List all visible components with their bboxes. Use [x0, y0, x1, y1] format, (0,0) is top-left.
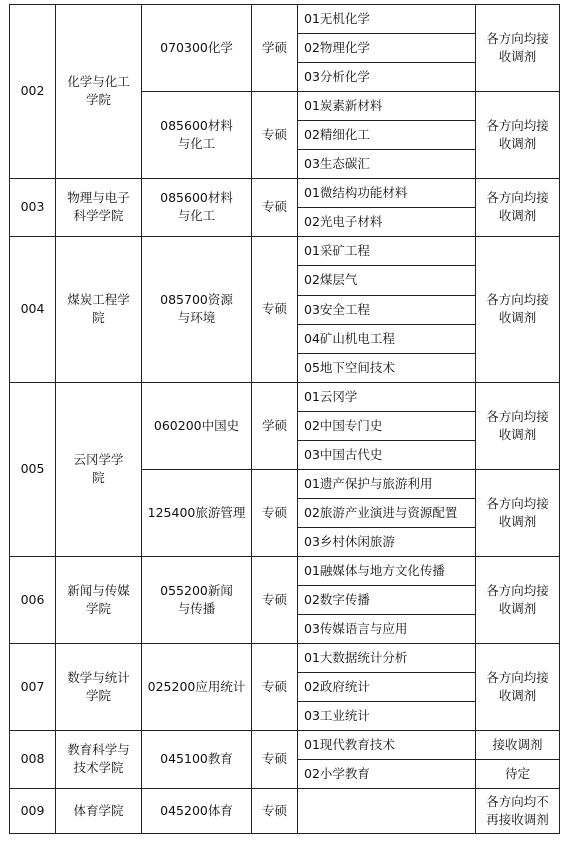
degree-type	[252, 730, 297, 788]
program-name	[142, 788, 251, 833]
direction-cell	[298, 324, 475, 353]
direction-cell-text: 01现代教育技术	[304, 736, 395, 752]
degree-type	[252, 788, 297, 833]
college-border	[9, 833, 560, 834]
direction-cell-text: 01无机化学	[304, 10, 370, 26]
degree-type	[252, 469, 297, 556]
program-name	[142, 91, 251, 178]
program-name	[142, 643, 251, 730]
direction-cell-text: 03中国古代史	[304, 446, 383, 462]
column-line	[251, 4, 252, 834]
adjustment-note	[476, 382, 559, 469]
direction-cell	[298, 295, 475, 324]
program-name-text: 125400旅游管理	[147, 504, 246, 520]
column-line	[141, 4, 142, 834]
program-name-text: 045100教育	[160, 751, 233, 766]
direction-cell-text: 05地下空间技术	[304, 359, 395, 375]
degree-type-text: 专硕	[261, 199, 287, 214]
college-name-text: 体育学院	[73, 802, 124, 818]
college-code-text: 004	[20, 301, 45, 316]
adjustment-note-text: 各方向均接收调剂	[486, 495, 549, 529]
direction-cell-text: 03传媒语言与应用	[304, 620, 408, 636]
adjustment-note-text: 各方向均接收调剂	[486, 117, 549, 151]
adjustment-note-text: 各方向均接收调剂	[486, 408, 549, 442]
direction-cell	[298, 353, 475, 382]
degree-type	[252, 556, 297, 643]
college-code-text: 002	[20, 83, 45, 98]
program-name	[142, 382, 251, 469]
program-name-text: 085600材料与化工	[160, 117, 233, 151]
adjustment-note-text: 各方向均接收调剂	[486, 190, 549, 223]
column-line	[297, 4, 298, 834]
direction-cell	[298, 556, 475, 585]
college-code	[10, 643, 55, 730]
degree-type	[252, 382, 297, 469]
college-name	[56, 643, 141, 730]
direction-cell	[298, 149, 475, 178]
degree-type	[252, 4, 297, 91]
program-name-text: 085600材料与化工	[160, 190, 233, 223]
program-name	[142, 556, 251, 643]
direction-cell	[298, 33, 475, 62]
direction-cell	[298, 614, 475, 643]
college-name-text: 物理与电子科学学院	[67, 190, 130, 223]
college-code-text: 007	[20, 678, 45, 694]
college-code	[10, 178, 55, 236]
college-name	[56, 236, 141, 382]
degree-type	[252, 178, 297, 236]
adjustment-note	[476, 178, 559, 236]
direction-cell-text: 03生态碳汇	[304, 155, 370, 171]
direction-cell	[298, 672, 475, 701]
direction-cell-text: 03分析化学	[304, 68, 370, 84]
program-name	[142, 236, 251, 382]
college-name-text: 煤炭工程学院	[67, 292, 130, 325]
direction-cell	[298, 207, 475, 236]
college-name-text: 化学与化工学院	[67, 74, 130, 107]
direction-cell-text: 01云冈学	[304, 388, 358, 404]
college-code	[10, 556, 55, 643]
direction-cell-text: 03工业统计	[304, 707, 370, 723]
college-name	[56, 788, 141, 833]
direction-cell-text: 01遗产保护与旅游利用	[304, 475, 433, 491]
direction-cell	[298, 585, 475, 614]
direction-cell	[298, 469, 475, 498]
degree-type	[252, 643, 297, 730]
college-code-text: 003	[20, 199, 45, 214]
direction-note	[476, 759, 559, 788]
degree-type-text: 学硕	[261, 39, 287, 55]
direction-cell	[298, 4, 475, 33]
program-name-text: 060200中国史	[153, 417, 240, 433]
degree-type-text: 专硕	[261, 591, 287, 607]
degree-type	[252, 91, 297, 178]
direction-cell-text: 01大数据统计分析	[304, 649, 408, 665]
college-name	[56, 178, 141, 236]
program-name	[142, 730, 251, 788]
direction-cell-text: 01采矿工程	[304, 242, 370, 258]
direction-cell-text: 03乡村休闲旅游	[304, 533, 395, 549]
degree-type-text: 专硕	[261, 301, 287, 316]
degree-type	[252, 236, 297, 382]
program-name	[142, 469, 251, 556]
program-name	[142, 178, 251, 236]
adjustment-note	[476, 4, 559, 91]
degree-type-text: 专硕	[261, 126, 287, 142]
adjustment-note-text: 各方向均接收调剂	[486, 669, 549, 703]
college-name-text: 新闻与传媒学院	[67, 582, 130, 616]
college-code	[10, 730, 55, 788]
adjustment-note	[476, 236, 559, 382]
college-name-text: 数学与统计学院	[67, 669, 130, 703]
direction-cell	[298, 236, 475, 265]
college-code	[10, 4, 55, 178]
direction-cell	[298, 178, 475, 207]
direction-note	[476, 730, 559, 759]
direction-cell-text: 03安全工程	[304, 301, 370, 317]
direction-note-text: 接收调剂	[492, 736, 543, 752]
direction-cell-text: 02数字传播	[304, 591, 370, 607]
adjustment-note	[476, 556, 559, 643]
direction-cell-text: 02政府统计	[304, 678, 370, 694]
direction-cell	[298, 759, 475, 788]
direction-cell	[298, 498, 475, 527]
direction-note-text: 待定	[504, 765, 530, 781]
direction-cell	[298, 701, 475, 730]
column-line	[475, 4, 476, 834]
direction-cell-text: 01炭素新材料	[304, 97, 383, 113]
direction-cell	[298, 265, 475, 295]
direction-cell	[298, 788, 475, 833]
direction-cell	[298, 382, 475, 411]
adjustment-note	[476, 91, 559, 178]
direction-cell-text: 02小学教育	[304, 765, 370, 781]
direction-cell	[298, 730, 475, 759]
program-name	[142, 4, 251, 91]
college-name	[56, 730, 141, 788]
college-name-text: 云冈学学院	[73, 452, 124, 485]
degree-type-text: 专硕	[261, 678, 287, 694]
column-line	[9, 4, 10, 834]
direction-cell-text: 04矿山机电工程	[304, 330, 395, 346]
adjustment-note-text: 各方向均接收调剂	[486, 582, 549, 616]
adjustment-note-text: 各方向均不再接收调剂	[486, 793, 549, 827]
direction-cell	[298, 62, 475, 91]
direction-cell-text: 02旅游产业演进与资源配置	[304, 504, 458, 520]
direction-cell-text: 02煤层气	[304, 272, 358, 287]
adjustment-note-text: 各方向均接收调剂	[486, 292, 549, 325]
column-line	[559, 4, 560, 834]
adjustment-note-text: 各方向均接收调剂	[486, 30, 549, 64]
program-name-text: 070300化学	[160, 39, 233, 55]
college-code-text: 009	[20, 802, 45, 818]
direction-cell	[298, 411, 475, 440]
adjustment-note	[476, 643, 559, 730]
degree-type-text: 专硕	[261, 751, 287, 766]
direction-cell	[298, 440, 475, 469]
program-name-text: 055200新闻与传播	[160, 582, 233, 616]
program-name-text: 045200体育	[160, 802, 233, 818]
direction-cell-text: 01微结构功能材料	[304, 184, 408, 200]
college-code	[10, 788, 55, 833]
college-code	[10, 382, 55, 556]
degree-type-text: 专硕	[261, 504, 287, 520]
college-code-text: 005	[20, 461, 45, 476]
college-code-text: 008	[20, 751, 45, 766]
direction-cell	[298, 643, 475, 672]
college-name	[56, 4, 141, 178]
college-code-text: 006	[20, 591, 45, 607]
direction-cell-text: 02中国专门史	[304, 417, 383, 433]
adjustment-note	[476, 469, 559, 556]
direction-cell-text: 02物理化学	[304, 39, 370, 55]
college-code	[10, 236, 55, 382]
direction-cell	[298, 527, 475, 556]
degree-type-text: 专硕	[261, 802, 287, 818]
college-name	[56, 382, 141, 556]
direction-cell	[298, 120, 475, 149]
college-name	[56, 556, 141, 643]
adjustment-note	[476, 788, 559, 833]
direction-cell-text: 02精细化工	[304, 126, 370, 142]
program-name-text: 025200应用统计	[147, 678, 246, 694]
direction-cell	[298, 91, 475, 120]
program-name-text: 085700资源与环境	[160, 292, 233, 325]
direction-cell-text: 02光电子材料	[304, 213, 383, 229]
degree-type-text: 学硕	[261, 417, 287, 433]
column-line	[55, 4, 56, 834]
college-name-text: 教育科学与技术学院	[67, 742, 130, 775]
direction-cell-text: 01融媒体与地方文化传播	[304, 562, 445, 578]
